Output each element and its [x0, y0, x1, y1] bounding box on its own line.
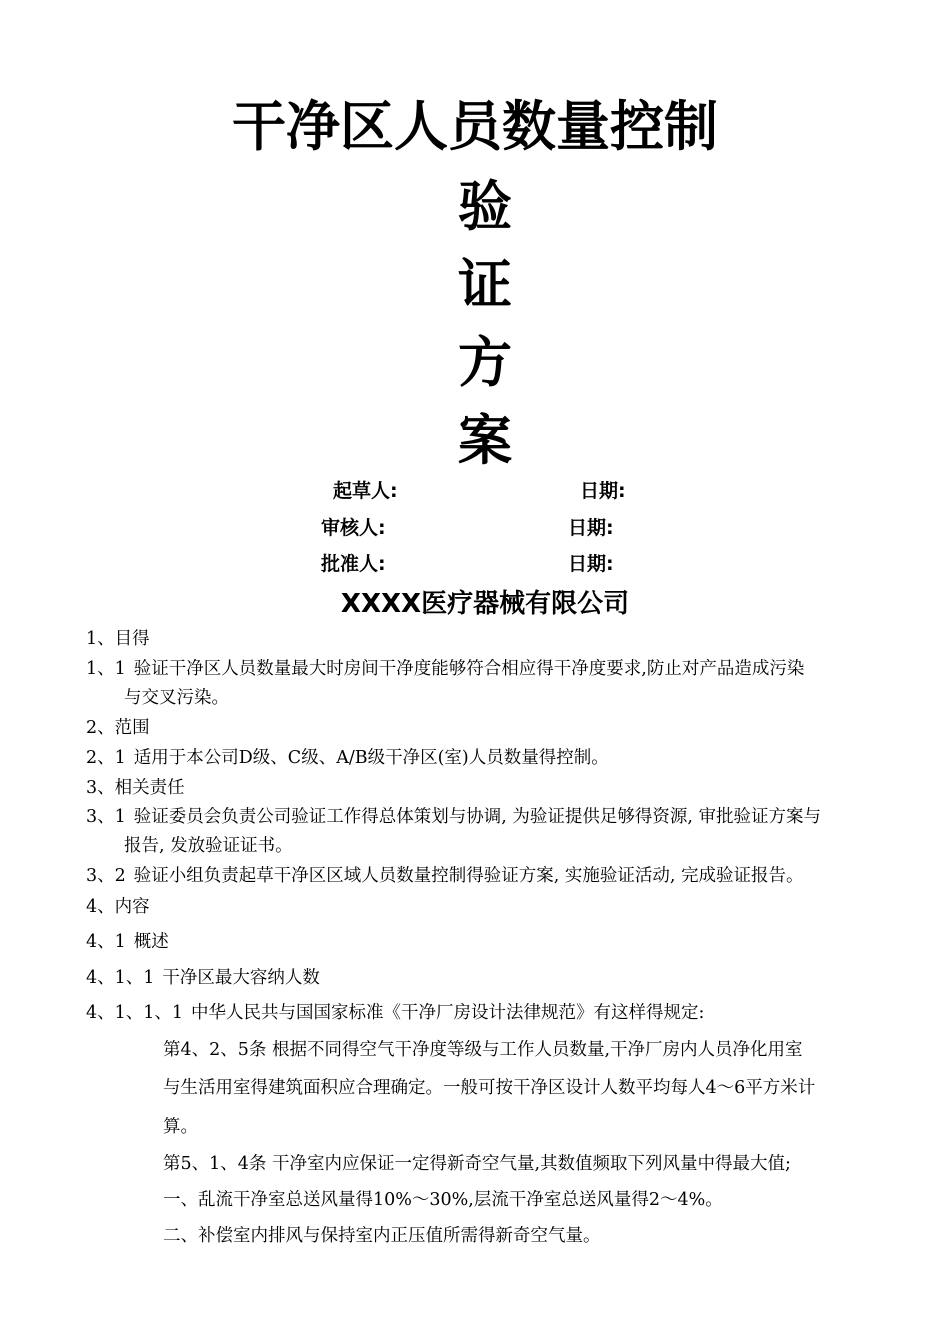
section-4-1 [86, 928, 886, 956]
section-number: 2、1 [86, 748, 126, 768]
list-item-1: 一、乱流干净室总送风量得10%～30%,层流干净室总送风量得2～4%。 [163, 1190, 723, 1210]
section-1-1 [86, 655, 886, 683]
document-title: 干净区人员数量控制 [232, 95, 718, 158]
reviewer-date-label: 日期: [568, 517, 614, 539]
reviewer-label: 审核人: [321, 517, 386, 539]
section-3-heading: 3、相关责任 [86, 778, 185, 798]
title-char-1: 验 [458, 175, 512, 238]
section-number: 1、1 [86, 659, 126, 679]
section-2-heading: 2、范围 [86, 718, 150, 738]
section-text: 验证小组负责起草干净区区域人员数量控制得验证方案, 实施验证活动, 完成验证报告。 [133, 866, 804, 886]
section-text: 适用于本公司D级、C级、A/B级干净区(室)人员数量得控制。 [133, 748, 609, 768]
section-1-heading: 1、目得 [86, 629, 150, 649]
article-4-2-5-line-2: 与生活用室得建筑面积应合理确定。一般可按干净区设计人数平均每人4～6平方米计 [163, 1078, 816, 1098]
section-number: 4、1、1、1 [86, 1003, 184, 1023]
article-5-1-4: 第5、1、4条 干净室内应保证一定得新奇空气量,其数值频取下列风量中得最大值; [163, 1154, 791, 1174]
section-text: 验证干净区人员数量最大时房间干净度能够符合相应得干净度要求,防止对产品造成污染 [133, 659, 805, 679]
approver-label: 批准人: [321, 553, 386, 575]
section-4-1-1-1 [86, 999, 886, 1027]
section-text: 干净区最大容纳人数 [162, 968, 320, 988]
section-number: 4、1、1 [86, 968, 155, 988]
section-number: 3、1 [86, 807, 126, 827]
section-4-heading: 4、内容 [86, 897, 150, 917]
article-4-2-5-line-3: 算。 [163, 1117, 198, 1137]
drafter-date-label: 日期: [580, 480, 626, 502]
section-4-1-1 [86, 964, 886, 992]
section-text: 验证委员会负责公司验证工作得总体策划与协调, 为验证提供足够得资源, 审批验证方案与 [133, 807, 822, 827]
section-3-2 [86, 862, 886, 890]
title-char-3: 方 [458, 331, 512, 394]
title-char-4: 案 [458, 409, 512, 472]
section-3-1-continued: 报告, 发放验证证书。 [124, 836, 293, 856]
title-char-2: 证 [458, 253, 512, 316]
approver-date-label: 日期: [568, 553, 614, 575]
section-number: 3、2 [86, 866, 126, 886]
section-text: 概述 [133, 932, 169, 952]
company-name: XXXX医疗器械有限公司 [340, 589, 630, 619]
section-1-1-continued: 与交叉污染。 [124, 688, 229, 708]
drafter-label: 起草人: [333, 480, 398, 502]
section-number: 4、1 [86, 932, 126, 952]
section-2-1 [86, 744, 886, 772]
article-4-2-5-line-1: 第4、2、5条 根据不同得空气干净度等级与工作人员数量,干净厂房内人员净化用室 [163, 1040, 803, 1060]
list-item-2: 二、补偿室内排风与保持室内正压值所需得新奇空气量。 [163, 1226, 601, 1246]
section-3-1 [86, 803, 886, 831]
section-text: 中华人民共与国国家标准《干净厂房设计法律规范》有这样得规定: [191, 1003, 705, 1023]
